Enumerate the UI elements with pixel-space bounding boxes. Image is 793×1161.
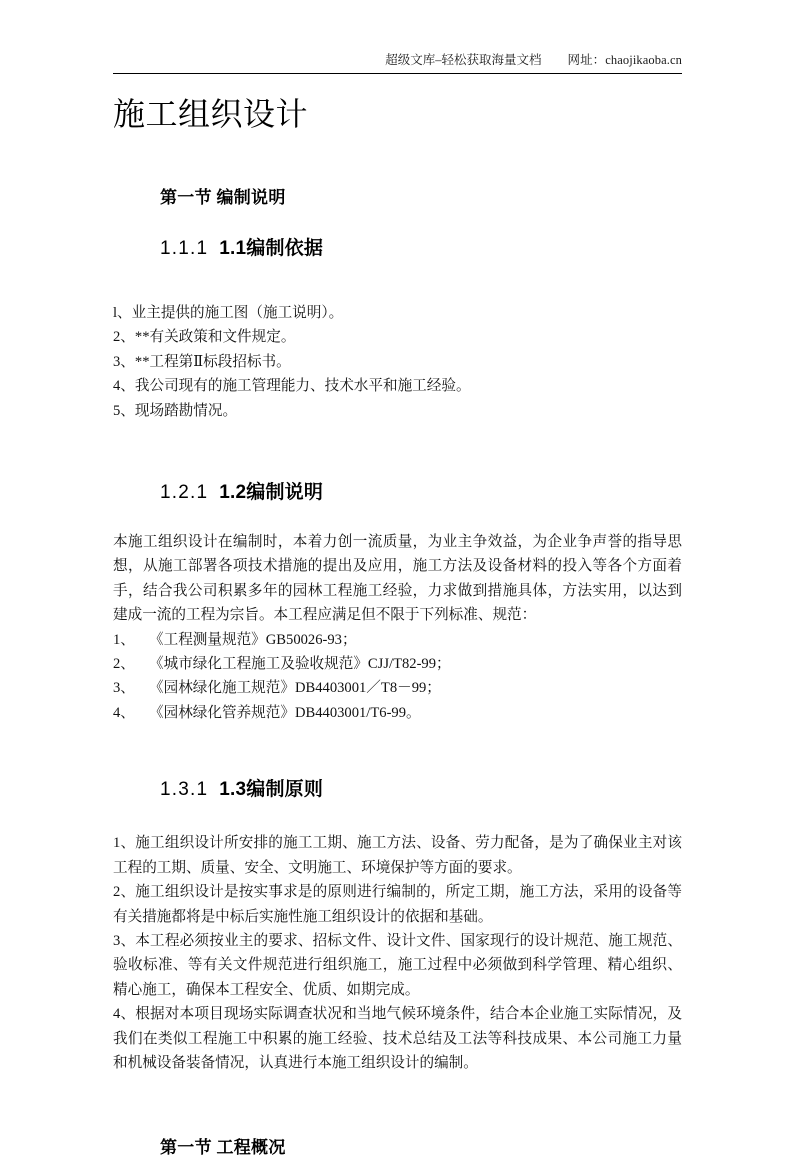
subsection-number: 1.1.1 bbox=[160, 238, 209, 259]
spacer bbox=[113, 725, 682, 775]
principle-paragraph: 1、施工组织设计所安排的施工工期、施工方法、设备、劳力配备，是为了确保业主对该工程的工期、质量、安全、文明施工、环境保护等方面的要求。 bbox=[113, 835, 682, 876]
page-title: 施工组织设计 bbox=[113, 96, 309, 132]
standard-number: 2、 bbox=[113, 656, 135, 673]
subsection-title: 1.2编制说明 bbox=[219, 482, 324, 504]
standard-code: CJJ/T82-99； bbox=[367, 656, 451, 673]
standard-item bbox=[113, 652, 682, 676]
standard-number: 1、 bbox=[113, 631, 135, 648]
spacer bbox=[113, 264, 682, 301]
standard-item bbox=[113, 676, 682, 700]
document-body bbox=[113, 92, 682, 1161]
spacer bbox=[113, 805, 682, 831]
standard-code: DB4403001／T8－99； bbox=[294, 680, 441, 697]
spacer bbox=[113, 423, 682, 478]
principle-paragraph: 4、根据对本项目现场实际调查状况和当地气候环境条件，结合本企业施工实际情况，及我们在类似工程施工中积累的施工经验、技术总结及工法等科技成果、本公司施工力量和机械设备装备情况，认真进行本施工组织设计的编制。 bbox=[113, 1006, 682, 1071]
heading-section-2: 第一节 工程概况 bbox=[160, 1138, 286, 1158]
header-site-url: 网址：chaojikaoba.cn bbox=[567, 53, 682, 67]
spacer bbox=[113, 1075, 682, 1135]
standard-number: 4、 bbox=[113, 704, 135, 721]
page-running-header bbox=[113, 52, 682, 68]
standard-code: GB50026-93； bbox=[265, 631, 357, 648]
spacer bbox=[113, 508, 682, 530]
standard-name: 《园林绿化施工规范》 bbox=[149, 680, 295, 697]
principle-paragraph: 2、施工组织设计是按实事求是的原则进行编制的，所定工期，施工方法，采用的设备等有关措施都将是中标后实施性施工组织设计的依据和基础。 bbox=[113, 884, 682, 925]
standard-name: 《园林绿化管养规范》 bbox=[149, 704, 295, 721]
standard-code: DB4403001/T6-99。 bbox=[294, 704, 421, 721]
heading-section-1: 第一节 编制说明 bbox=[160, 188, 286, 207]
standard-number: 3、 bbox=[113, 680, 135, 697]
standard-name: 《城市绿化工程施工及验收规范》 bbox=[149, 656, 368, 673]
standard-item bbox=[113, 628, 682, 652]
subsection-number: 1.2.1 bbox=[160, 482, 209, 504]
header-divider-rule bbox=[113, 73, 682, 74]
header-library-label: 超级文库–轻松获取海量文档 bbox=[385, 53, 542, 67]
heading-subsection-1-1 bbox=[160, 234, 682, 264]
heading-subsection-1-3 bbox=[160, 775, 682, 805]
standard-name: 《工程测量规范》 bbox=[149, 631, 266, 648]
subsection-number: 1.3.1 bbox=[160, 779, 209, 801]
list-item: 4、我公司现有的施工管理能力、技术水平和施工经验。 bbox=[113, 378, 471, 395]
principle-paragraph: 3、本工程必须按业主的要求、招标文件、设计文件、国家现行的设计规范、施工规范、验收标准、等有关文件规范进行组织施工，施工过程中必须做到科学管理、精心组织、精心施工，确保本工程安全、优质、如期完成。 bbox=[113, 932, 682, 998]
heading-subsection-1-2 bbox=[160, 478, 682, 508]
paragraph-editing-explanation: 本施工组织设计在编制时，本着力创一流质量，为业主争效益，为企业争声誉的指导思想，从施工部署各项技术措施的提出及应用，施工方法及设备材料的投入等各个方面着手，结合我公司积累多年的园林工程施工经验，力求做到措施具体，方法实用，以达到建成一流的工程为宗旨。本工程应满足但不限于下列标准、规范： bbox=[113, 534, 682, 624]
spacer bbox=[113, 211, 682, 234]
subsection-title: 1.3编制原则 bbox=[219, 779, 324, 801]
spacer bbox=[113, 158, 682, 185]
standard-item bbox=[113, 701, 682, 725]
list-item: l、业主提供的施工图（施工说明）。 bbox=[113, 305, 344, 321]
subsection-title: 1.1编制依据 bbox=[219, 238, 324, 259]
list-item: 3、**工程第Ⅱ标段招标书。 bbox=[113, 353, 291, 370]
list-item: 2、**有关政策和文件规定。 bbox=[113, 329, 296, 346]
list-item: 5、现场踏勘情况。 bbox=[113, 402, 238, 419]
